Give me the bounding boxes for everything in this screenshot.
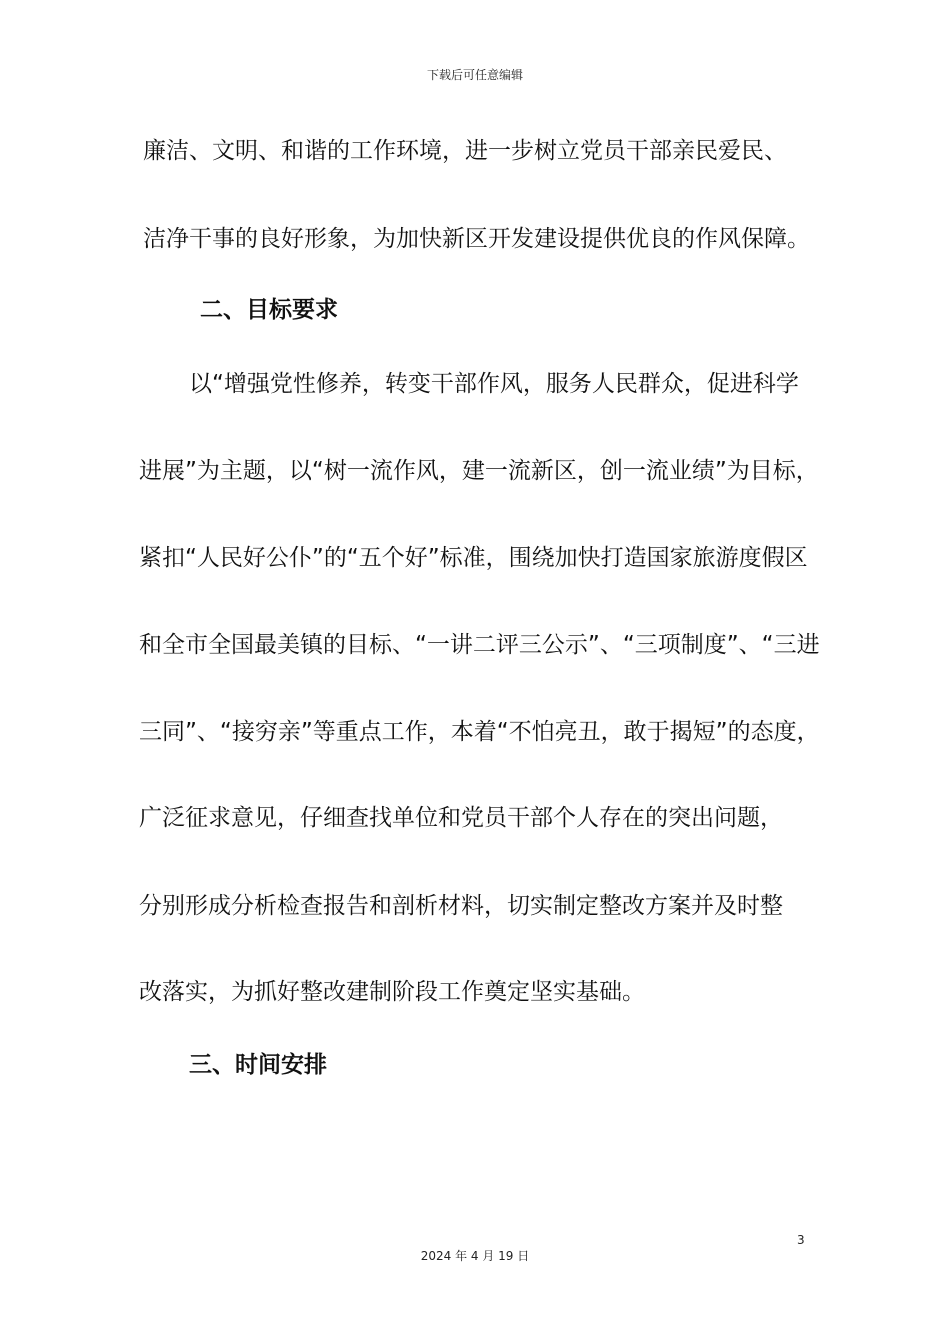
body-line: 和全市全国最美镇的目标、“一讲二评三公示”、“三项制度”、“三进: [139, 632, 820, 658]
body-line: 改落实，为抓好整改建制阶段工作奠定坚实基础。: [139, 979, 645, 1005]
body-line: 广泛征求意见，仔细查找单位和党员干部个人存在的突出问题，: [139, 805, 783, 831]
section-heading: 三、时间安排: [189, 1052, 327, 1078]
body-line: 以“增强党性修养，转变干部作风，服务人民群众，促进科学: [189, 371, 799, 397]
header-note: 下载后可任意编辑: [426, 68, 523, 82]
page-number: 3: [797, 1233, 805, 1247]
section-heading: 二、目标要求: [200, 297, 338, 323]
footer-date: 2024 年 4 月 19 日: [420, 1249, 530, 1263]
body-line: 廉洁、文明、和谐的工作环境，进一步树立党员干部亲民爱民、: [143, 138, 787, 164]
body-line: 进展”为主题，以“树一流作风，建一流新区，创一流业绩”为目标，: [139, 458, 819, 484]
body-line: 紧扣“人民好公仆”的“五个好”标准，围绕加快打造国家旅游度假区: [139, 545, 808, 571]
body-line: 三同”、“接穷亲”等重点工作，本着“不怕亮丑，敢于揭短”的态度，: [139, 719, 820, 745]
body-line: 分别形成分析检查报告和剖析材料，切实制定整改方案并及时整: [139, 893, 783, 919]
body-line: 洁净干事的良好形象，为加快新区开发建设提供优良的作风保障。: [143, 226, 810, 252]
